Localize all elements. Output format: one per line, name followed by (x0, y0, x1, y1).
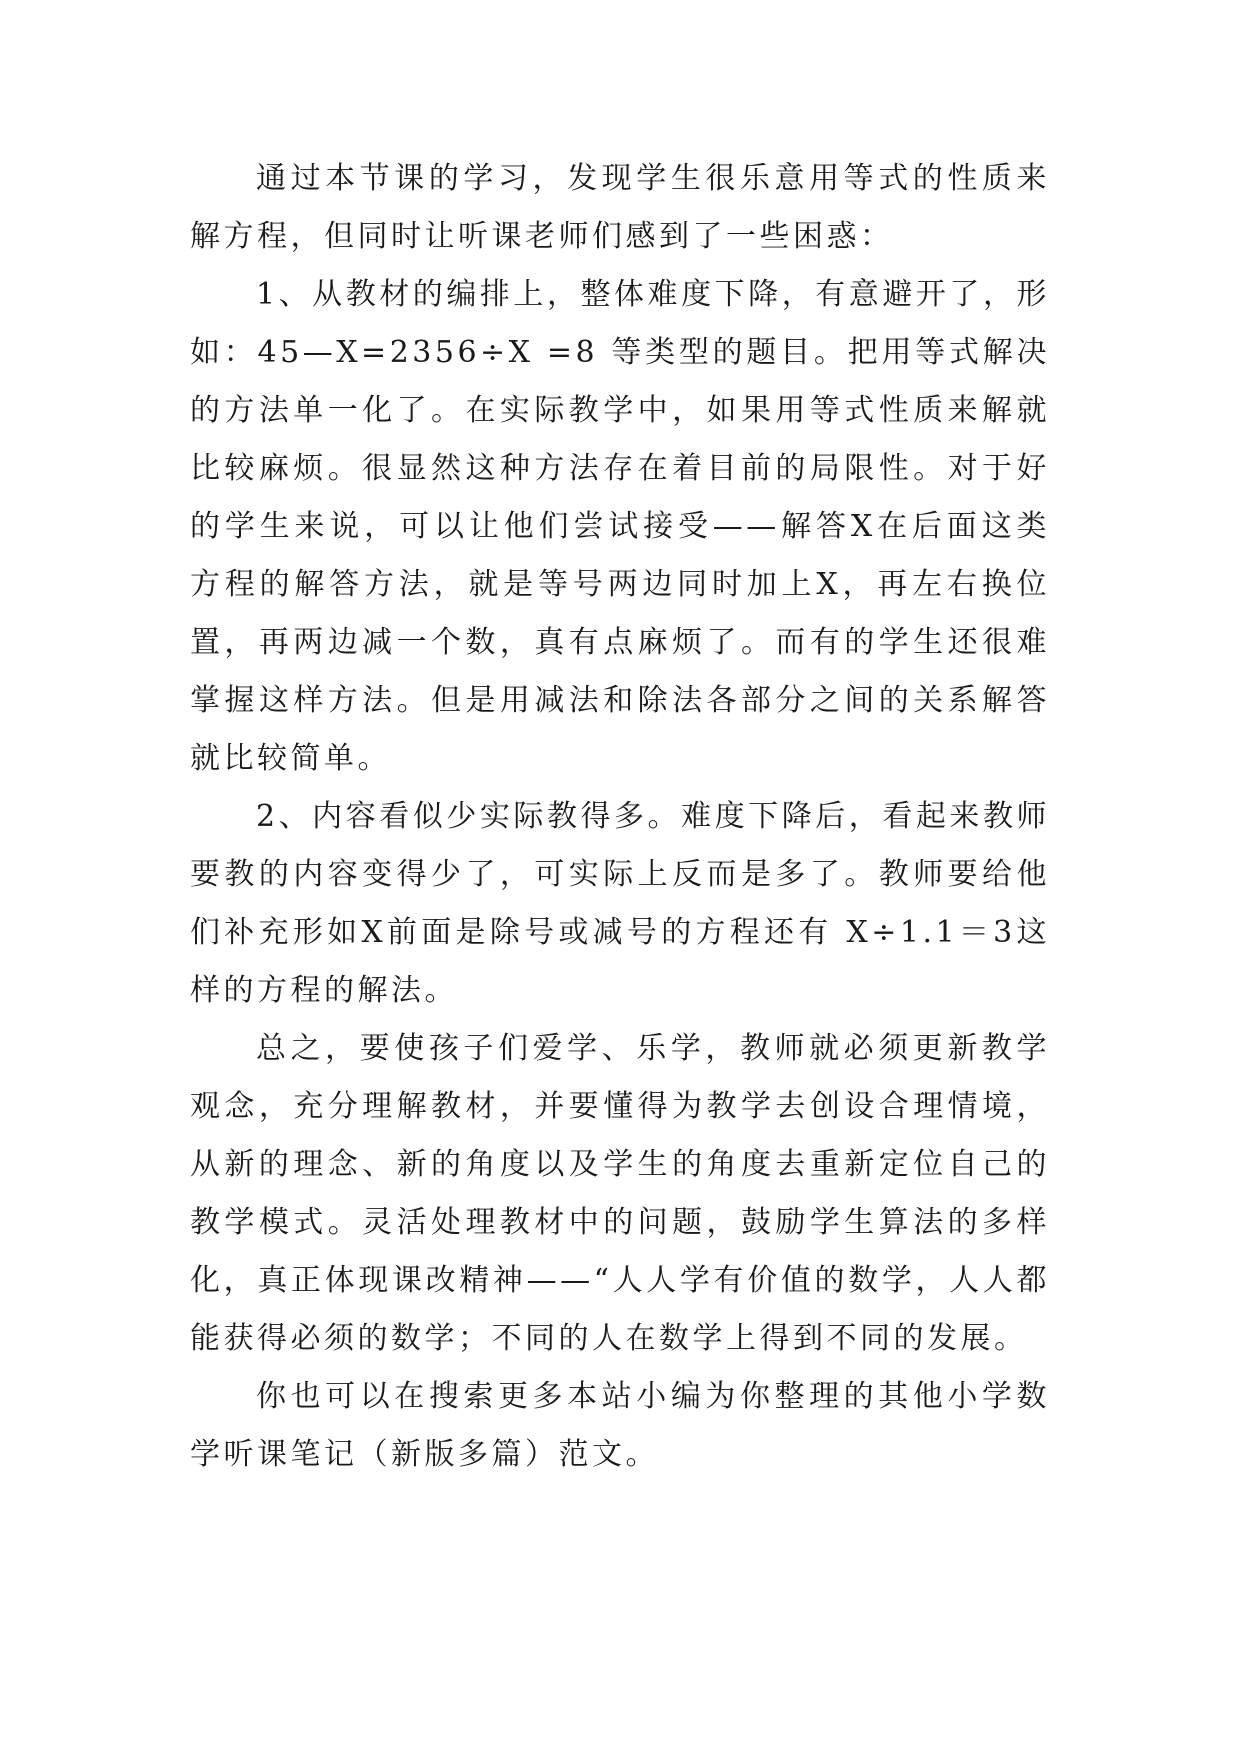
paragraph-footer-note: 你也可以在搜索更多本站小编为你整理的其他小学数学听课笔记（新版多篇）范文。 (190, 1379, 1050, 1472)
paragraph-summary: 总之，要使孩子们爱学、乐学，教师就必须更新教学观念，充分理解教材，并要懂得为教学去创设合理情境，从新的理念、新的角度以及学生的角度去重新定位自己的教学模式。灵活处理教材中的问题，鼓励学生算法的多样化，真正体现课改精神——“人人学有价值的数学，人人都能获得必须的数学；不同的人在数学上得到不同的发展。 (190, 1031, 1050, 1356)
document-body (190, 150, 1050, 1484)
paragraph-point-2: 2、内容看似少实际教得多。难度下降后，看起来教师要教的内容变得少了，可实际上反而是多了。教师要给他们补充形如X前面是除号或减号的方程还有 X÷1.1＝3这样的方程的解法。 (190, 799, 1050, 1008)
paragraph-intro: 通过本节课的学习，发现学生很乐意用等式的性质来解方程，但同时让听课老师们感到了一些困惑： (190, 161, 1050, 254)
paragraph-point-1: 1、从教材的编排上，整体难度下降，有意避开了，形如：45—X=2356÷X =8 等类型的题目。把用等式解决的方法单一化了。在实际教学中，如果用等式性质来解就比较麻烦。很显然这种方法存在着目前的局限性。对于好的学生来说，可以让他们尝试接受——解答X在后面这类方程的解答方法，就是等号两边同时加上X，再左右换位置，再两边减一个数，真有点麻烦了。而有的学生还很难掌握这样方法。但是用减法和除法各部分之间的关系解答就比较简单。 (190, 277, 1050, 776)
